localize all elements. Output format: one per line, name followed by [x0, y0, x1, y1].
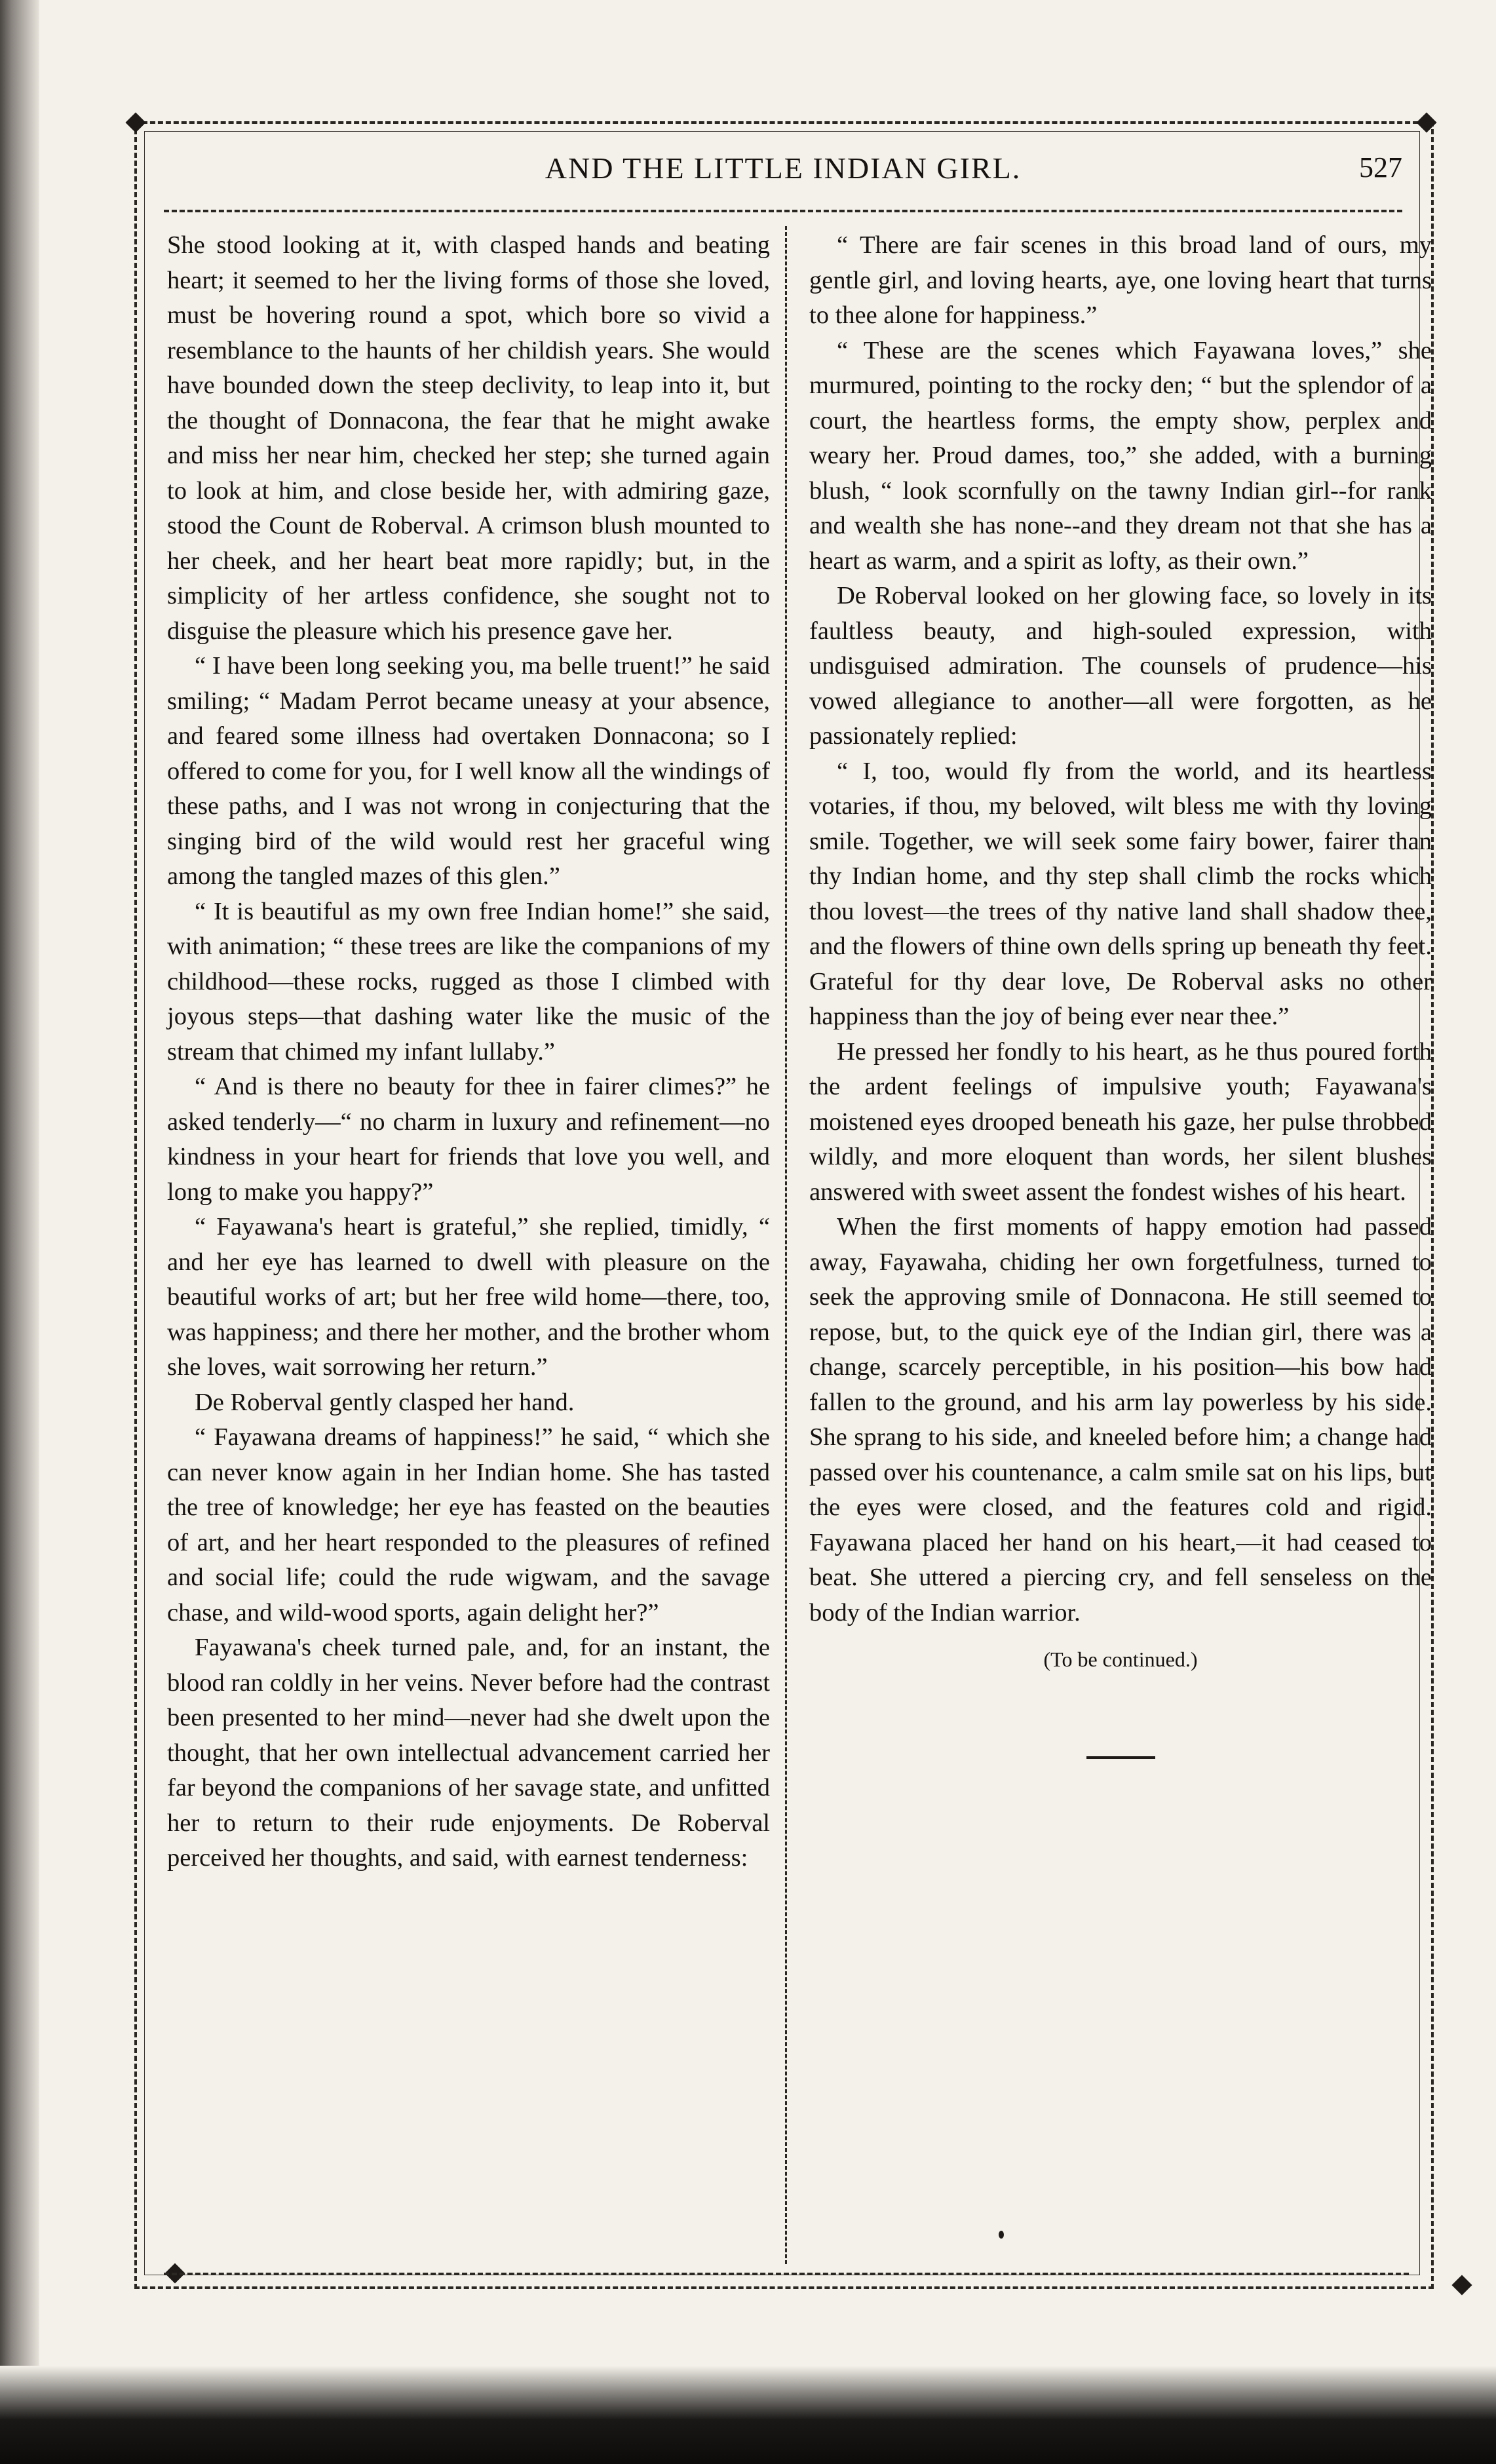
paragraph: “ There are fair scenes in this broad land of ours, my gentle girl, and loving hearts, aye, one loving heart that turns to thee alone for happiness.” [809, 231, 1432, 329]
paragraph: De Roberval looked on her glowing face, so lovely in its faultless beauty, and high-souled expression, with undisguised admiration. The counsels of prudence—his vowed allegiance to another—all were forgotten, as he passionately replied: [809, 582, 1432, 750]
paragraph: “ It is beautiful as my own free Indian home!” she said, with animation; “ these trees are like the companions of my childhood—these rocks, rugged as those I climbed with joyous steps—that dashing water like the music of the stream that chimed my infant lullaby.” [167, 897, 770, 1066]
footer-rule [164, 2273, 1409, 2275]
paragraph: “ And is there no beauty for thee in fairer climes?” he asked tenderly—“ no charm in luxury and refinement—no kindness in your heart for friends that love you well, and long to make you happy?” [167, 1073, 770, 1206]
paragraph: She stood looking at it, with clasped hands and beating heart; it seemed to her the living forms of those she loved, must be hovering round a spot, which bore so vivid a resemblance to the haunts of her childish years. She would have bounded down the steep declivity, to leap into it, but the thought of Donnacona, the fear that he might awake and miss her near him, checked her step; she turned again to look at him, and close beside her, with admiring gaze, stood the Count de Roberval. A crimson blush mounted to her cheek, and her heart beat more rapidly; but, in the simplicity of her artless confidence, she sought not to disguise the pleasure which his presence gave her. [167, 231, 770, 645]
paragraph: “ These are the scenes which Fayawana loves,” she murmured, pointing to the rocky den; “ but the splendor of a court, the heartless forms, the empty show, perplex and weary her. Proud dames, too,” she added, with a burning blush, “ look scornfully on the tawny Indian girl--for rank and wealth she has none--and they dream not that she has a heart as warm, and a spirit as lofty, as their own.” [809, 336, 1432, 575]
scan-shadow [0, 2366, 1496, 2464]
paragraph: De Roberval gently clasped her hand. [195, 1388, 575, 1416]
to-be-continued-note: (To be continued.) [1043, 1647, 1198, 1671]
running-title: AND THE LITTLE INDIAN GIRL. [545, 151, 1022, 185]
section-end-rule [1086, 1756, 1155, 1759]
paragraph: “ I have been long seeking you, ma belle truent!” he said smiling; “ Madam Perrot became uneasy at your absence, and feared some illness had overtaken Donnacona; so I offered to come for you, for I well know all the windings of these paths, and I was not wrong in conjecturing that the singing bird of the wild would rest her graceful wing among the tangled mazes of this glen.” [167, 652, 770, 890]
paragraph: “ Fayawana's heart is grateful,” she replied, timidly, “ and her eye has learned to dwell with pleasure on the beautiful works of art; but her free wild home—there, too, was happiness; and there her mother, and the brother whom she loves, wait sorrowing her return.” [167, 1213, 770, 1381]
page-binding-edge [0, 0, 39, 2464]
corner-ornament-bottom-right [1451, 2275, 1472, 2295]
paragraph: When the first moments of happy emotion had passed away, Fayawaha, chiding her own forgetfulness, turned to seek the approving smile of Donnacona. He still seemed to repose, but, to the quick eye of the Indian girl, there was a change, scarcely perceptible, in his position—his bow had fallen to the ground, and his arm lay powerless by his side. She sprang to his side, and kneeled before him; a change had passed over his countenance, a calm smile sat on his lips, but the eyes were closed, and the features cold and rigid. Fayawana placed her hand on his heart,—it had ceased to beat. She uttered a piercing cry, and fell senseless on the body of the Indian warrior. [809, 1213, 1432, 1627]
paragraph: He pressed her fondly to his heart, as he thus poured forth the ardent feelings of impulsive youth; Fayawana's moistened eyes drooped beneath his gaze, her pulse throbbed wildly, and more eloquent than words, her silent blushes answered with sweet assent the fondest wishes of his heart. [809, 1037, 1432, 1206]
text-column-right [809, 228, 1432, 1759]
text-column-left [167, 228, 770, 1876]
running-header [151, 151, 1415, 203]
paragraph: “ I, too, would fly from the world, and its heartless votaries, if thou, my beloved, wilt bless me with thy loving smile. Together, we will seek some fairy bower, fairer than thy Indian home, and thy step shall climb the rocks which thou lovest—the trees of thy native land shall shadow thee, and the flowers of thine own dells spring up beneath thy feet. Grateful for thy dear love, De Roberval asks no other happiness than the joy of being ever near thee.” [809, 757, 1432, 1030]
header-rule [164, 210, 1402, 212]
column-divider [785, 226, 787, 2264]
ink-speck [999, 2231, 1004, 2239]
page-number: 527 [1359, 151, 1402, 183]
paragraph: “ Fayawana dreams of happiness!” he said, “ which she can never know again in her Indian home. She has tasted the tree of knowledge; her eye has feasted on the beauties of art, and her heart responded to the pleasures of refined and social life; could the rude wigwam, and the savage chase, and wild-wood sports, again delight her?” [167, 1423, 770, 1627]
paragraph: Fayawana's cheek turned pale, and, for an instant, the blood ran coldly in her veins. Never before had the contrast been presented to her mind—never had she dwelt upon the thought, that her own intellectual advancement carried her far beyond the companions of her savage state, and unfitted her to return to their rude enjoyments. De Roberval perceived her thoughts, and said, with earnest tenderness: [167, 1634, 770, 1872]
